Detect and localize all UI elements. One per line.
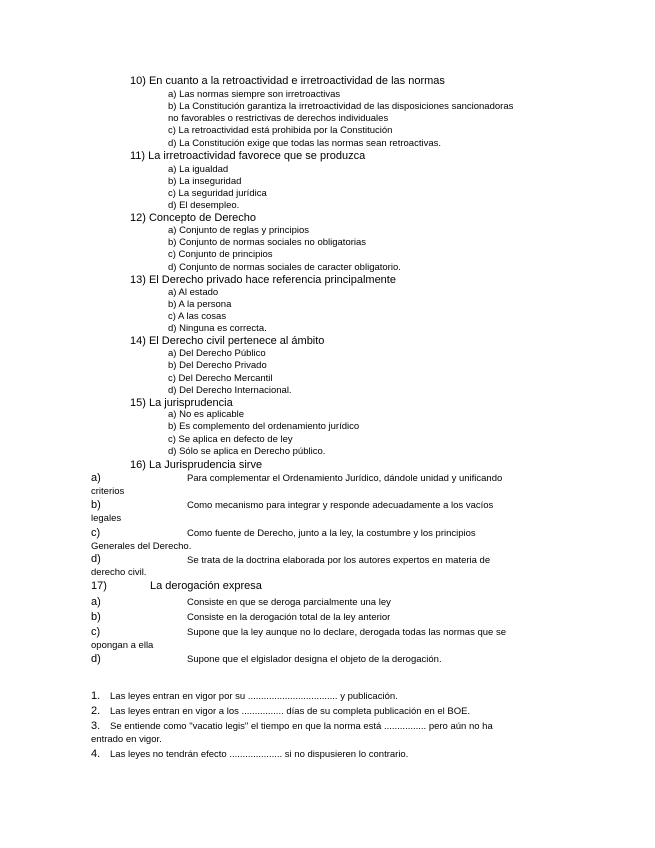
- question-12-option-b: b) Conjunto de normas sociales no obligatorias: [168, 237, 367, 248]
- fill-in-2-text: Las leyes entran en vigor a los ................ días de su completa publicación en el BOE.: [110, 706, 471, 717]
- question-14-option-c: c) Del Derecho Mercantil: [168, 373, 273, 384]
- question-17-option-a: Consiste en que se deroga parcialmente una ley: [187, 597, 391, 608]
- question-16-letter-d: d): [91, 553, 101, 565]
- question-15-option-c: c) Se aplica en defecto de ley: [168, 434, 293, 445]
- question-13-title: 13) El Derecho privado hace referencia principalmente: [130, 274, 396, 286]
- question-11-option-d: d) El desempleo.: [168, 200, 240, 211]
- question-11-option-a: a) La igualdad: [168, 164, 229, 175]
- question-12-option-c: c) Conjunto de principios: [168, 249, 273, 260]
- question-17-option-b: Consiste en la derogación total de la ley anterior: [187, 612, 391, 623]
- question-12-title: 12) Concepto de Derecho: [130, 212, 256, 224]
- question-13-option-c: c) A las cosas: [168, 311, 227, 322]
- question-15-option-d: d) Sólo se aplica en Derecho público.: [168, 446, 326, 457]
- question-10-option-a: a) Las normas siempre son irretroactivas: [168, 89, 341, 100]
- question-11-option-c: c) La seguridad jurídica: [168, 188, 267, 199]
- question-17-title: La derogación expresa: [150, 580, 262, 592]
- question-16-title: 16) La Jurisprudencia sirve: [130, 459, 263, 471]
- question-15-option-a: a) No es aplicable: [168, 409, 245, 420]
- question-17-option-c-cont: opongan a ella: [91, 640, 154, 651]
- fill-in-1-text: Las leyes entran en vigor por su .................................. y publicación.: [110, 691, 398, 702]
- question-16-option-d: Se trata de la doctrina elaborada por los autores expertos en materia de: [187, 555, 491, 566]
- fill-in-4-number: 4.: [91, 748, 101, 760]
- question-16-option-c-cont: Generales del Derecho.: [91, 541, 192, 552]
- question-16-option-a: Para complementar el Ordenamiento Jurídico, dándole unidad y unificando: [187, 473, 503, 484]
- question-12-option-a: a) Conjunto de reglas y principios: [168, 225, 309, 236]
- question-17-number: 17): [91, 580, 107, 592]
- question-13-option-d: d) Ninguna es correcta.: [168, 323, 267, 334]
- question-10-option-b: b) La Constitución garantiza la irretroactividad de las disposiciones sancionadoras: [168, 101, 514, 112]
- question-15-option-b: b) Es complemento del ordenamiento jurídico: [168, 421, 360, 432]
- question-10-option-d: d) La Constitución exige que todas las normas sean retroactivas.: [168, 138, 442, 149]
- fill-in-3-text: Se entiende como "vacatio legis" el tiempo en que la norma está ................ pero aún no ha: [110, 721, 493, 732]
- question-11-title: 11) La irretroactividad favorece que se produzca: [130, 150, 366, 162]
- question-13-option-a: a) Al estado: [168, 287, 219, 298]
- question-14-option-a: a) Del Derecho Público: [168, 348, 266, 359]
- question-16-option-b-cont: legales: [91, 513, 122, 524]
- question-16-option-c: Como fuente de Derecho, junto a la ley, la costumbre y los principios: [187, 528, 476, 539]
- question-14-option-b: b) Del Derecho Privado: [168, 360, 267, 371]
- question-13-option-b: b) A la persona: [168, 299, 232, 310]
- question-17-letter-b: b): [91, 611, 101, 623]
- fill-in-2-number: 2.: [91, 705, 101, 717]
- question-17-option-d: Supone que el elgislador designa el objeto de la derogación.: [187, 654, 442, 665]
- question-11-option-b: b) La inseguridad: [168, 176, 242, 187]
- question-16-letter-c: c): [91, 527, 101, 539]
- question-10-option-b-cont: no favorables o restrictivas de derechos individuales: [168, 113, 389, 124]
- question-14-option-d: d) Del Derecho Internacional.: [168, 385, 292, 396]
- question-17-letter-c: c): [91, 626, 101, 638]
- question-16-option-d-cont: derecho civil.: [91, 567, 147, 578]
- question-16-letter-b: b): [91, 499, 101, 511]
- question-17-option-c: Supone que la ley aunque no lo declare, derogada todas las normas que se: [187, 627, 507, 638]
- question-17-letter-d: d): [91, 653, 101, 665]
- question-14-title: 14) El Derecho civil pertenece al ámbito: [130, 335, 325, 347]
- question-15-title: 15) La jurisprudencia: [130, 397, 233, 409]
- question-16-option-a-cont: criterios: [91, 486, 125, 497]
- question-17-letter-a: a): [91, 596, 101, 608]
- question-16-option-b: Como mecanismo para integrar y responde adecuadamente a los vacíos: [187, 500, 494, 511]
- question-12-option-d: d) Conjunto de normas sociales de caracter obligatorio.: [168, 262, 401, 273]
- question-16-letter-a: a): [91, 472, 101, 484]
- fill-in-4-text: Las leyes no tendrán efecto .................... si no dispusieren lo contrario.: [110, 749, 409, 760]
- fill-in-1-number: 1.: [91, 690, 101, 702]
- question-10-option-c: c) La retroactividad está prohibida por la Constitución: [168, 125, 393, 136]
- question-10-title: 10) En cuanto a la retroactividad e irretroactividad de las normas: [130, 75, 445, 87]
- fill-in-3-number: 3.: [91, 720, 101, 732]
- fill-in-3-text-cont: entrado en vigor.: [91, 734, 162, 745]
